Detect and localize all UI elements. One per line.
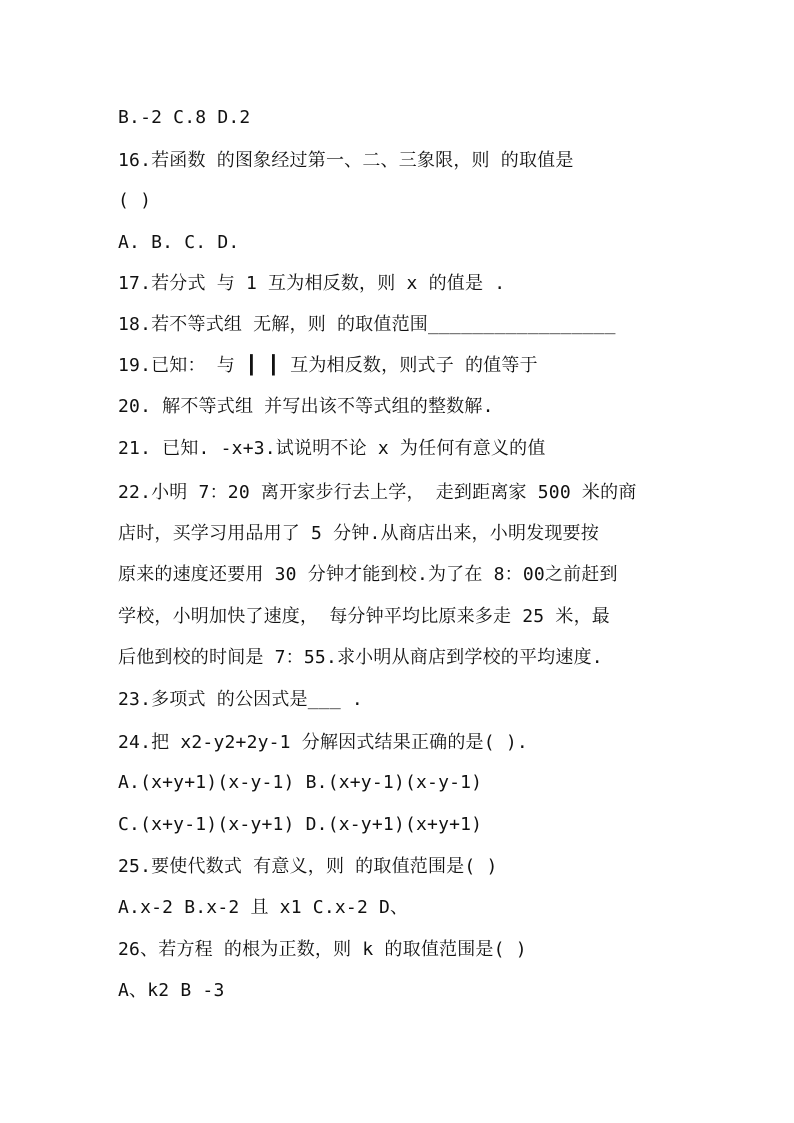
text-line-question-25: 25.要使代数式 有意义，则 的取值范围是( ) xyxy=(118,856,498,877)
text-line-answer-options-15: B.-2 C.8 D.2 xyxy=(118,107,251,128)
text-line-question-22-part-5: 后他到校的时间是 7：55.求小明从商店到学校的平均速度. xyxy=(118,647,603,668)
text-line-question-24: 24.把 x2-y2+2y-1 分解因式结果正确的是( ). xyxy=(118,732,528,753)
text-line-question-26: 26、若方程 的根为正数，则 k 的取值范围是( ) xyxy=(118,939,527,960)
text-line-question-16: 16.若函数 的图象经过第一、二、三象限，则 的取值是 xyxy=(118,150,574,171)
text-line-question-22-part-2: 店时，买学习用品用了 5 分钟.从商店出来，小明发现要按 xyxy=(118,523,599,544)
text-line-question-24-options-cd: C.(x+y-1)(x-y+1) D.(x-y+1)(x+y+1) xyxy=(118,814,483,835)
text-line-question-22-part-3: 原来的速度还要用 30 分钟才能到校.为了在 8：00之前赶到 xyxy=(118,564,618,585)
text-line-question-16-bracket: ( ) xyxy=(118,190,152,211)
text-line-question-19: 19.已知： 与 ┃ ┃ 互为相反数，则式子 的值等于 xyxy=(118,355,538,376)
text-line-question-23: 23.多项式 的公因式是___ . xyxy=(118,689,363,710)
text-line-question-16-options: A. B. C. D. xyxy=(118,232,240,253)
text-line-question-17: 17.若分式 与 1 互为相反数，则 x 的值是 . xyxy=(118,273,506,294)
text-line-question-20: 20. 解不等式组 并写出该不等式组的整数解. xyxy=(118,396,494,417)
text-line-question-18: 18.若不等式组 无解，则 的取值范围_________________ xyxy=(118,314,616,335)
text-line-question-22-part-4: 学校，小明加快了速度， 每分钟平均比原来多走 25 米，最 xyxy=(118,606,610,627)
text-line-question-26-options: A、k2 B -3 xyxy=(118,980,225,1001)
text-line-question-24-options-ab: A.(x+y+1)(x-y-1) B.(x+y-1)(x-y-1) xyxy=(118,772,483,793)
text-line-question-25-options: A.x-2 B.x-2 且 x1 C.x-2 D、 xyxy=(118,897,409,918)
text-line-question-22-part-1: 22.小明 7：20 离开家步行去上学， 走到距离家 500 米的商 xyxy=(118,482,637,503)
text-line-question-21: 21. 已知. -x+3.试说明不论 x 为任何有意义的值 xyxy=(118,438,546,459)
